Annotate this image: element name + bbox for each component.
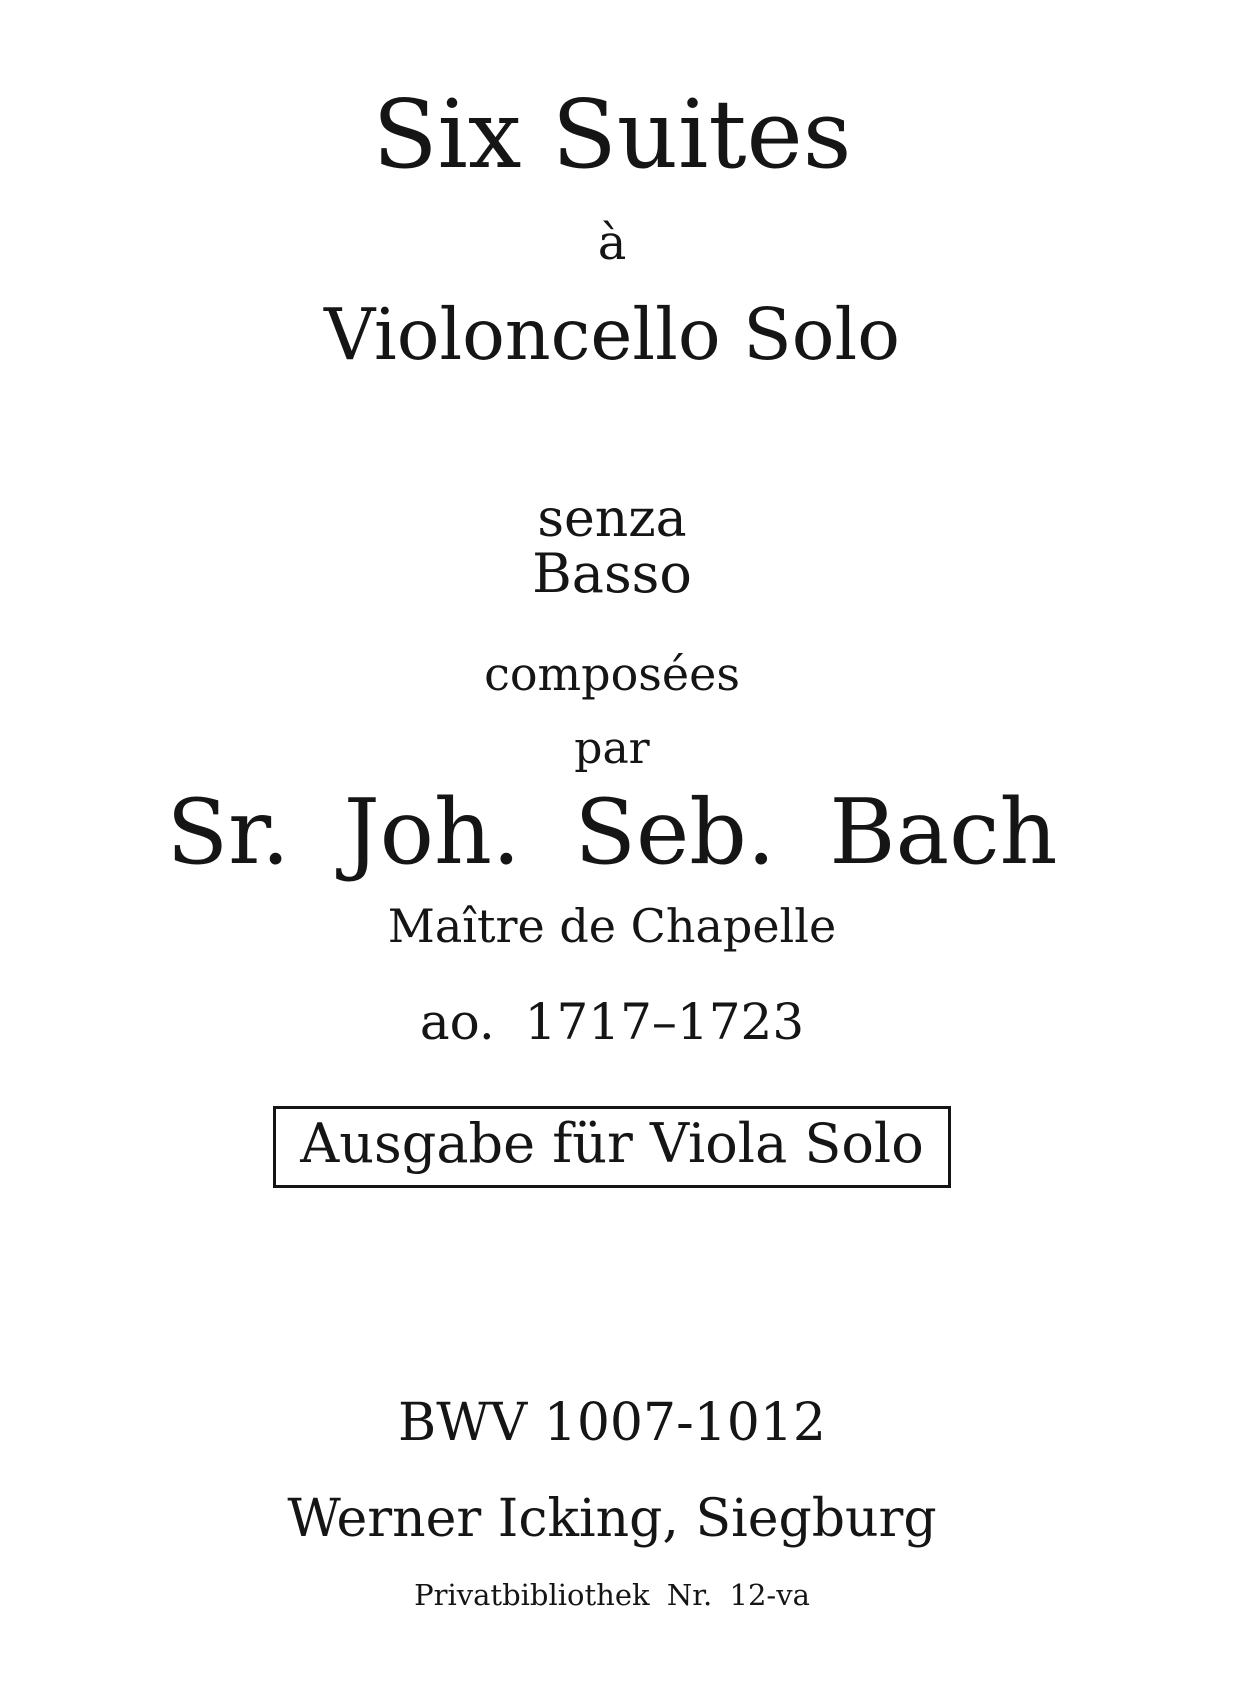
instrument-title: Violoncello Solo	[323, 293, 900, 376]
subtitle-senza: senza	[537, 489, 687, 549]
composed-label: composées	[484, 647, 740, 701]
catalog-number: BWV 1007-1012	[398, 1393, 826, 1453]
subtitle-basso: Basso	[532, 542, 692, 605]
publisher-line: Werner Icking, Siegburg	[287, 1489, 937, 1549]
composition-years: ao. 1717–1723	[419, 993, 805, 1051]
composer-name: Sr. Joh. Seb. Bach	[166, 780, 1058, 885]
main-title: Six Suites	[372, 80, 852, 190]
by-label: par	[574, 723, 650, 774]
composer-role: Maître de Chapelle	[387, 899, 837, 953]
edition-box-row	[0, 1106, 1224, 1188]
library-note: Privatbibliothek Nr. 12-va	[414, 1578, 810, 1612]
edition-note: Ausgabe für Viola Solo	[300, 1112, 924, 1175]
edition-box	[273, 1106, 950, 1188]
title-connector: à	[597, 215, 627, 271]
